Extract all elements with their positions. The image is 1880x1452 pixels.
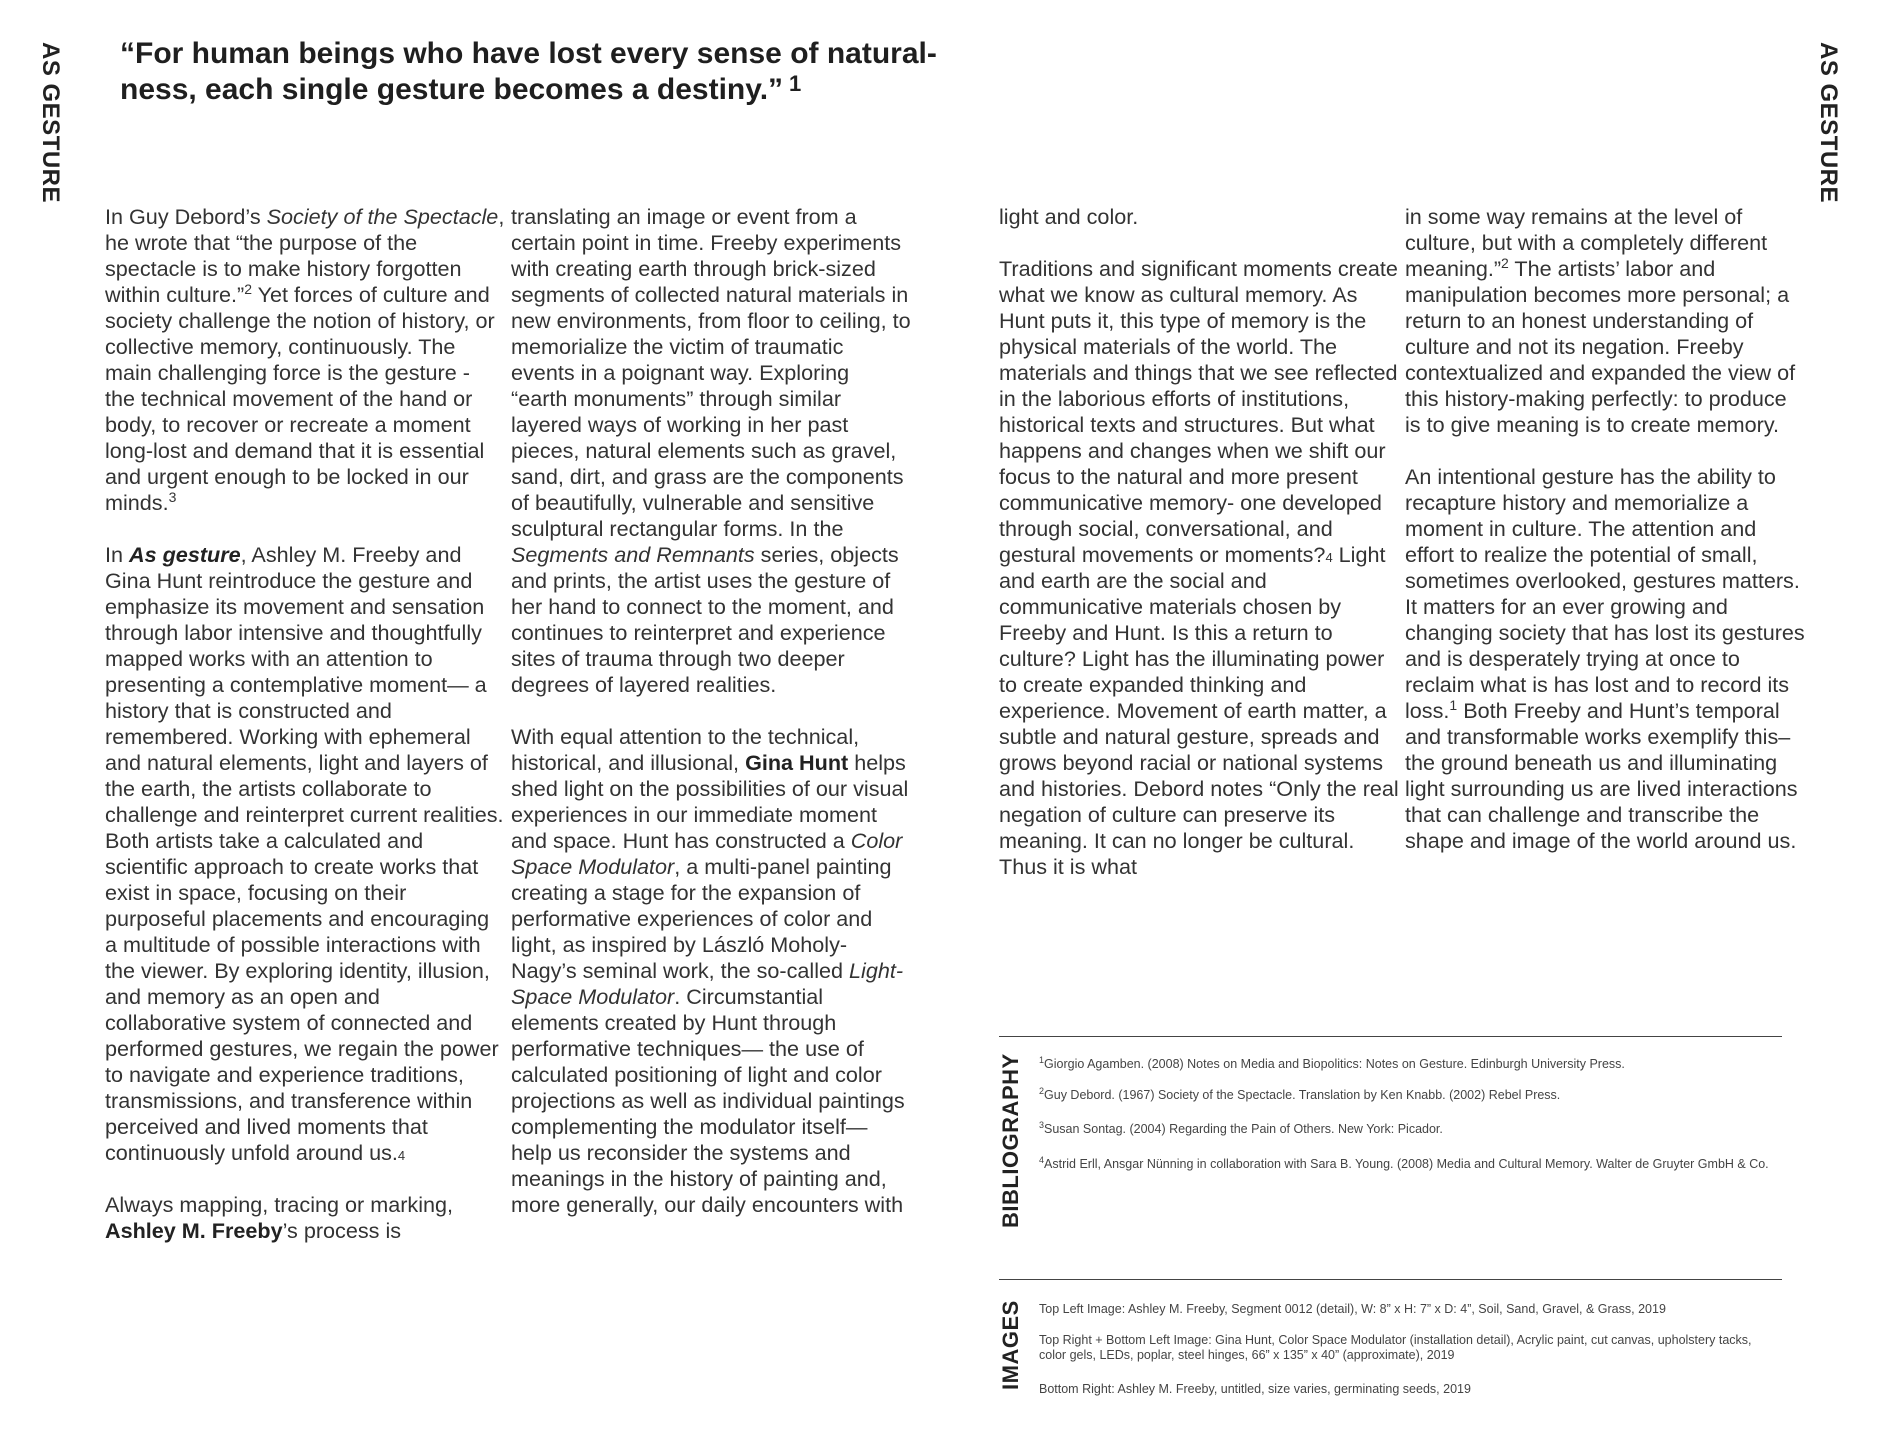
side-label-right: AS GESTURE xyxy=(1815,42,1842,204)
paragraph: An intentional gesture has the ability to recapture history and memorialize a moment in culture. The attention and effort to realize the potential of small, sometimes overlooked, gestures matters. It matters for an ever growing and changing society that has lost its gestures and is desperately trying at once to reclaim what is has lost and to record its loss.$^1$ Both Freeby and Hunt’s temporal and transformable works exemplify this–the ground beneath us and illuminating light surrounding us are lived interactions that can challenge and transcribe the shape and image of the world around us. xyxy=(1405,464,1805,853)
footnote-ref: 3 xyxy=(168,488,177,505)
bibliography-entry: $^3$Susan Sontag. (2004) Regarding the Pain of Others. New York: Picador. xyxy=(1039,1119,1443,1136)
essay-column-3 xyxy=(999,204,1399,880)
paragraph: in some way remains at the level of culture, but with a completely different meaning.”$^2$ The artists’ labor and manipulation becomes more personal; a return to an honest understanding of culture and not its negation. Freeby contextualized and expanded the view of this history-making perfectly: to produce is to give meaning is to create memory. xyxy=(1405,204,1796,437)
bibliography-entry: $^4$Astrid Erll, Ansgar Nünning in collaboration with Sara B. Young. (2008) Media and Cultural Memory. Walter de Gruyter GmbH & Co. xyxy=(1039,1154,1769,1171)
essay-column-4 xyxy=(1405,204,1805,854)
work-title: Color Space Modulator xyxy=(511,828,903,879)
bibliography-heading: BIBLIOGRAPHY xyxy=(998,1053,1023,1228)
paragraph: translating an image or event from a certain point in time. Freeby experiments with creating earth through brick-sized segments of collected natural materials in new environments, from floor to ceiling, to memorialize the victim of traumatic events in a poignant way. Exploring “earth monuments” through similar layered ways of working in her past pieces, natural elements such as gravel, sand, dirt, and grass are the components of beautifully, vulnerable and sensitive sculptural rectangular forms. In the Segments and Remnants series, objects and prints, the artist uses the gesture of her hand to connect to the moment, and continues to reinterpret and experience sites of trauma through two deeper degrees of layered realities. xyxy=(511,204,911,697)
side-label-left: AS GESTURE xyxy=(37,42,64,204)
essay-column-1 xyxy=(105,204,505,1244)
exhibition-title: As gesture xyxy=(129,542,241,567)
image-credit: Bottom Right: Ashley M. Freeby, untitled, size varies, germinating seeds, 2019 xyxy=(1039,1382,1471,1396)
paragraph: Always mapping, tracing or marking, Ashley M. Freeby’s process is xyxy=(105,1192,454,1243)
footnote-ref: 2 xyxy=(1501,254,1509,271)
paragraph: light and color. xyxy=(999,204,1139,229)
footnote-ref: 4 xyxy=(397,1148,406,1163)
work-title: Light-Space Modulator xyxy=(511,958,904,1009)
paragraph: In Guy Debord’s Society of the Spectacle, he wrote that “the purpose of the spectacle is to make history forgotten within culture.”$^2$ Yet forces of culture and society challenge the notion of history, or collective memory, continuously. The main challenging force is the gesture - the technical movement of the hand or body, to recover or recreate a moment long-lost and demand that it is essential and urgent enough to be locked in our minds.$^3$ xyxy=(105,204,505,515)
paragraph: Traditions and significant moments create what we know as cultural memory. As Hunt puts it, this type of memory is the physical materials of the world. The materials and things that we see reflected in the laborious efforts of institutions, historical texts and structures. But what happens and changes when we shift our focus to the natural and more present communicative memory- one developed through social, conversational, and gestural movements or moments?4 Light and earth are the social and communicative materials chosen by Freeby and Hunt. Is this a return to culture? Light has the illuminating power to create expanded thinking and experience. Movement of earth matter, a subtle and natural gesture, spreads and grows beyond racial or national systems and histories. Debord notes “Only the real negation of culture can preserve its meaning. It can no longer be cultural. Thus it is what xyxy=(999,256,1399,879)
footnote-ref: 4 xyxy=(1325,550,1333,565)
artist-name: Ashley M. Freeby xyxy=(105,1218,283,1243)
headline-footnote: 1 xyxy=(789,71,802,96)
images-divider xyxy=(999,1279,1782,1280)
footnote-ref: 2 xyxy=(244,280,253,297)
bibliography-entry: $^1$Giorgio Agamben. (2008) Notes on Media and Biopolitics: Notes on Gesture. Edinburgh University Press. xyxy=(1039,1054,1625,1071)
images-heading: IMAGES xyxy=(998,1300,1023,1390)
headline-text: “For human beings who have lost every sense of natural-ness, each single gesture becomes a destiny.” xyxy=(120,37,937,106)
paragraph: In As gesture, Ashley M. Freeby and Gina Hunt reintroduce the gesture and emphasize its movement and sensation through labor intensive and thoughtfully mapped works with an attention to presenting a contemplative moment— a history that is constructed and remembered. Working with ephemeral and natural elements, light and layers of the earth, the artists collaborate to challenge and reinterpret current realities. Both artists take a calculated and scientific approach to create works that exist in space, focusing on their purposeful placements and encouraging a multitude of possible interactions with the viewer. By exploring identity, illusion, and memory as an open and collaborative system of connected and performed gestures, we regain the power to navigate and experience traditions, transmissions, and transference within perceived and lived moments that continuously unfold around us.4 xyxy=(105,542,504,1165)
series-title: Segments and Remnants xyxy=(511,542,755,567)
image-credit: Top Right + Bottom Left Image: Gina Hunt, Color Space Modulator (installation detail), Acrylic paint, cut canvas, upholstery tacks, color gels, LEDs, poplar, steel hinges, 66” x 135” x 40” (approximate), 2019 xyxy=(1039,1333,1752,1362)
headline-quote xyxy=(120,36,940,110)
paragraph: With equal attention to the technical, historical, and illusional, Gina Hunt helps shed light on the possibilities of our visual experiences in our immediate moment and space. Hunt has constructed a Color Space Modulator, a multi-panel painting creating a stage for the expansion of performative experiences of color and light, as inspired by László Moholy-Nagy’s seminal work, the so-called Light-Space Modulator. Circumstantial elements created by Hunt through performative techniques— the use of calculated positioning of light and color projections as well as individual paintings complementing the modulator itself— help us reconsider the systems and meanings in the history of painting and, more generally, our daily encounters with xyxy=(511,724,909,1217)
bibliography-divider xyxy=(999,1036,1782,1037)
artist-name: Gina Hunt xyxy=(745,750,849,775)
image-credit: Top Left Image: Ashley M. Freeby, Segment 0012 (detail), W: 8” x H: 7” x D: 4”, Soil, Sand, Gravel, & Grass, 2019 xyxy=(1039,1302,1666,1316)
essay-column-2 xyxy=(511,204,911,1218)
bibliography-entry: $^2$Guy Debord. (1967) Society of the Spectacle. Translation by Ken Knabb. (2002) Rebel Press. xyxy=(1039,1085,1561,1102)
footnote-ref: 1 xyxy=(1449,696,1458,713)
